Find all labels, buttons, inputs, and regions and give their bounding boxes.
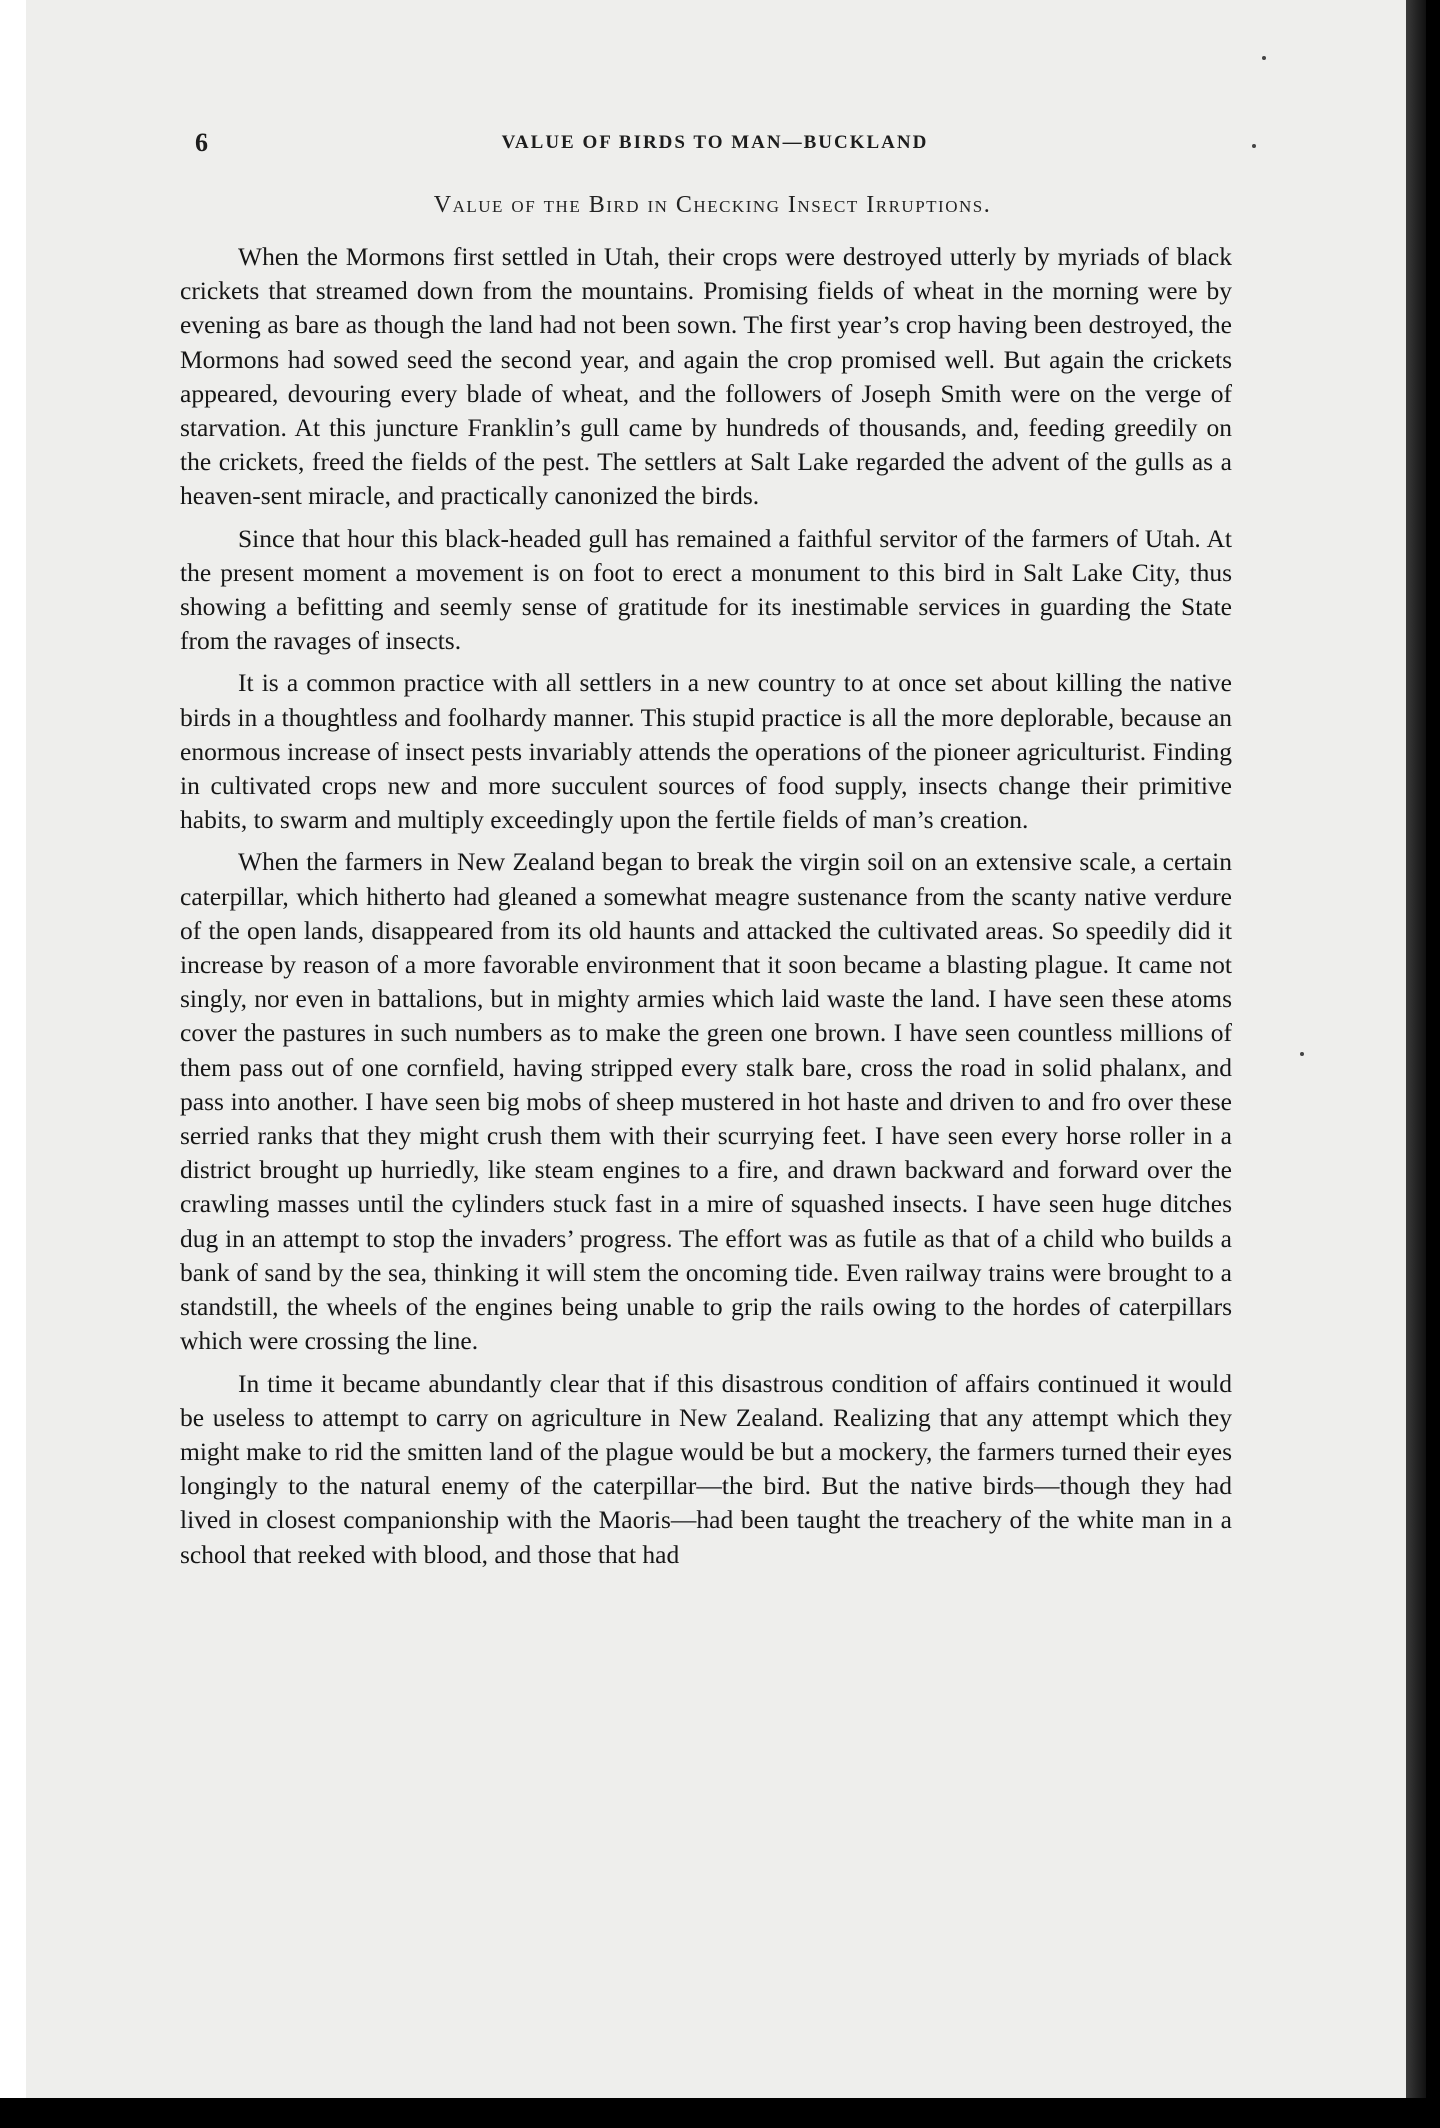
section-title: Value of the Bird in Checking Insect Irruptions. bbox=[433, 192, 992, 218]
paragraph: Since that hour this black-headed gull has remained a faithful servitor of the farmers of Utah. At the present moment a movement is on foot to erect a monument to this bird in Salt Lake City, thus showing a befitting and seemly sense of gratitude for its inestimable services in guarding the State from the ravages of insects. bbox=[180, 523, 1232, 656]
paragraph: It is a common practice with all settlers in a new country to at once set about killing the native birds in a thoughtless and foolhardy manner. This stupid practice is all the more deplorable, because an enormous increase of insect pests invariably attends the operations of the pioneer agriculturist. Finding in cultivated crops new and more succulent sources of food supply, insects change their primitive habits, to swarm and multiply exceedingly upon the fertile fields of man’s creation. bbox=[180, 668, 1232, 835]
paragraph: In time it became abundantly clear that if this disastrous condition of affairs continued it would be useless to attempt to carry on agriculture in New Zealand. Realizing that any attempt which they might make to rid the smitten land of the plague would be but a mockery, the farmers turned their eyes longingly to the natural enemy of the caterpillar—the bird. But the native birds—though they had lived in closest companionship with the Maoris—had been taught the treachery of the white man in a school that reeked with blood, and those that had bbox=[180, 1368, 1232, 1569]
paragraph: When the farmers in New Zealand began to break the virgin soil on an extensive scale, a certain caterpillar, which hitherto had gleaned a somewhat meagre sustenance from the scanty native verdure of the open lands, disappeared from its old haunts and attacked the cultivated areas. So speedily did it increase by reason of a more favorable environment that it soon became a blasting plague. It came not singly, nor even in battalions, but in mighty armies which laid waste the land. I have seen these atoms cover the pastures in such numbers as to make the green one brown. I have seen countless millions of them pass out of one cornfield, having stripped every stalk bare, cross the road in solid phalanx, and pass into another. I have seen big mobs of sheep mustered in hot haste and driven to and fro over these serried ranks that they might crush them with their scurrying feet. I have seen every horse roller in a district brought up hurriedly, like steam engines to a fire, and drawn backward and forward over the crawling masses until the cylinders stuck fast in a mire of squashed insects. I have seen huge ditches dug in an attempt to stop the invaders’ progress. The effort was as futile as that of a child who builds a bank of sand by the sea, thinking it will stem the oncoming tide. Even railway trains were brought to a standstill, the wheels of the engines being unable to grip the rails owing to the hordes of caterpillars which were crossing the line. bbox=[180, 847, 1232, 1356]
body-text bbox=[180, 240, 1232, 1580]
paragraph: When the Mormons first settled in Utah, their crops were destroyed utterly by myriads of black crickets that streamed down from the mountains. Promising fields of wheat in the morning were by evening as bare as though the land had not been sown. The first year’s crop having been destroyed, the Mormons had sowed seed the second year, and again the crop promised well. But again the crickets appeared, devouring every blade of wheat, and the followers of Joseph Smith were on the verge of starvation. At this juncture Franklin’s gull came by hundreds of thousands, and, feeding greedily on the crickets, freed the fields of the pest. The settlers at Salt Lake regarded the advent of the gulls as a heaven-sent miracle, and practically canonized the birds. bbox=[180, 242, 1232, 511]
scan-bottom-border bbox=[0, 2098, 1440, 2128]
page-edge-shadow bbox=[1406, 0, 1426, 2128]
running-head bbox=[195, 128, 1235, 168]
dust-speck bbox=[1300, 1052, 1304, 1056]
running-title: VALUE OF BIRDS TO MAN—BUCKLAND bbox=[501, 132, 929, 153]
page-number: 6 bbox=[195, 128, 208, 157]
dust-speck bbox=[1252, 144, 1256, 148]
dust-speck bbox=[1262, 56, 1266, 60]
scan-border bbox=[1426, 0, 1440, 2128]
